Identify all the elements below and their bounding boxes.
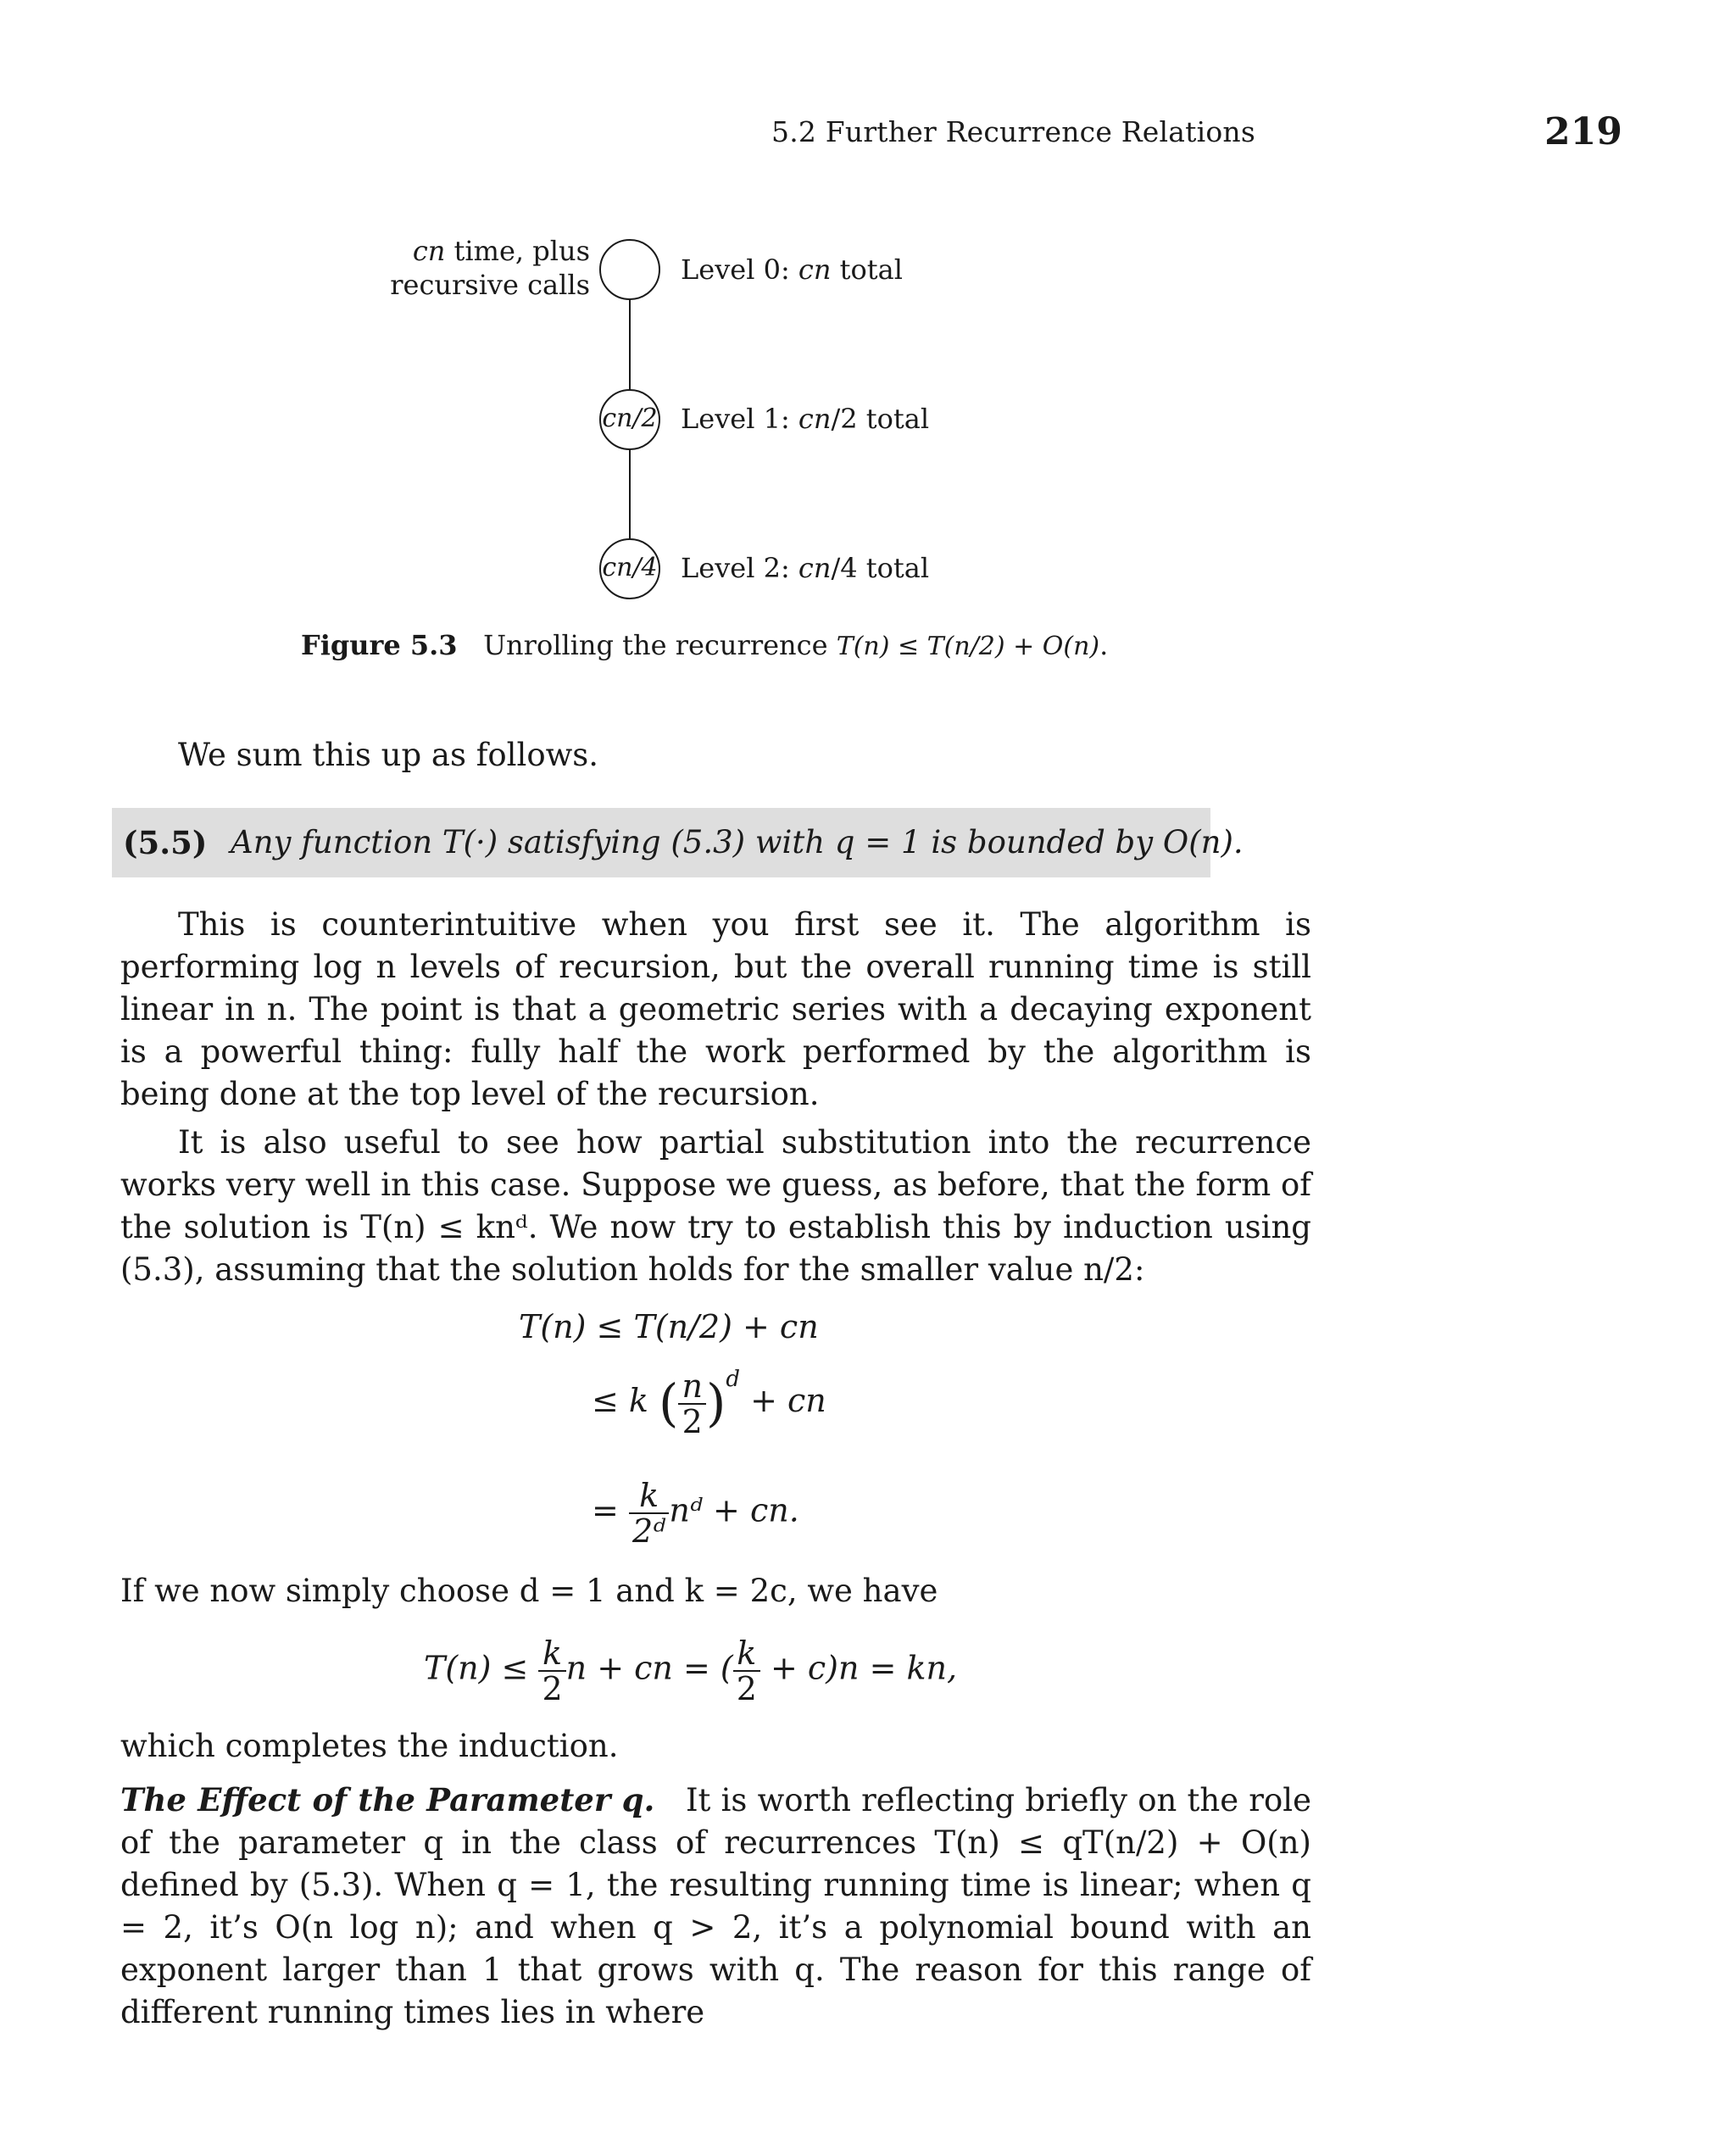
node-label-level-1: cn/2: [602, 404, 658, 433]
figure-caption-math: T(n) ≤ T(n/2) + O(n): [836, 632, 1100, 661]
paragraph-partial-substitution: It is also useful to see how partial substitution into the recurrence works very well in this case. Suppose we guess, as before, that the form of the solution is T(n) ≤ knᵈ. We now try to establish this by induction using (5.3), assuming that the solution holds for the smaller value n/2:: [120, 1124, 1311, 1288]
completes-induction-sentence: which completes the induction.: [120, 1728, 619, 1764]
tree-node-level-0: [600, 240, 659, 299]
root-annotation-var: cn: [412, 235, 446, 267]
root-annotation-line1: time, plus: [445, 235, 590, 267]
recursion-figure: [0, 0, 1736, 610]
paragraph-effect-of-q: The Effect of the Parameter q. It is worth reflecting briefly on the role of the parameter q in the class of recurrences T(n) ≤ qT(n/2) + O(n) defined by (5.3). When q = 1, the resulting running time is linear; when q = 2, it’s O(n log n); and when q > 2, it’s a polynomial bound with an exponent larger than 1 that grows with q. The reason for this range of different running times lies in where: [120, 1781, 1311, 2030]
equation-line-3: = $\frac{k}{\text{2ᵈ}}$ nᵈ + cn.: [592, 1477, 799, 1550]
figure-caption-label: Figure 5.3: [301, 629, 458, 661]
equation-line-2: ≤ k ( $\frac{n}{2}$ )$^d$ + cn: [592, 1367, 826, 1440]
theorem-number: (5.5): [123, 824, 208, 861]
equation-line-4: T(n) ≤ $\frac{k}{2}$ n + cn = ( $\frac{k}{2}$ + c)n = kn,: [424, 1634, 958, 1707]
level-2-total: Level 2: cn/4 total: [681, 552, 930, 584]
level-0-total: Level 0: cn total: [681, 253, 903, 286]
running-head: 5.2 Further Recurrence Relations: [771, 115, 1256, 148]
level-1-total: Level 1: cn/2 total: [681, 403, 930, 435]
figure-caption: Figure 5.3 Unrolling the recurrence T(n) ≤ T(n/2) + O(n).: [301, 629, 1109, 661]
choose-parameters-sentence: If we now simply choose d = 1 and k = 2c, we have: [120, 1573, 938, 1609]
intro-sentence: We sum this up as follows.: [178, 737, 599, 773]
figure-caption-text: Unrolling the recurrence: [483, 629, 837, 661]
node-label-level-2: cn/4: [602, 553, 658, 582]
theorem-statement: Any function T(·) satisfying (5.3) with q = 1 is bounded by O(n).: [231, 824, 1244, 860]
root-annotation: [373, 234, 590, 302]
section-run-in-heading: The Effect of the Parameter q.: [120, 1781, 655, 1818]
page-number: 219: [1544, 110, 1622, 153]
root-annotation-line2: recursive calls: [390, 269, 590, 301]
recursion-tree-diagram: [0, 0, 1736, 610]
paragraph-counterintuitive: This is counterintuitive when you first see it. The algorithm is performing log n levels of recursion, but the overall running time is still linear in n. The point is that a geometric series with a decaying exponent is a powerful thing: fully half the work performed by the algorithm is being done at the top level of the recursion.: [120, 906, 1311, 1112]
equation-line-1: T(n) ≤ T(n/2) + cn: [519, 1308, 819, 1345]
